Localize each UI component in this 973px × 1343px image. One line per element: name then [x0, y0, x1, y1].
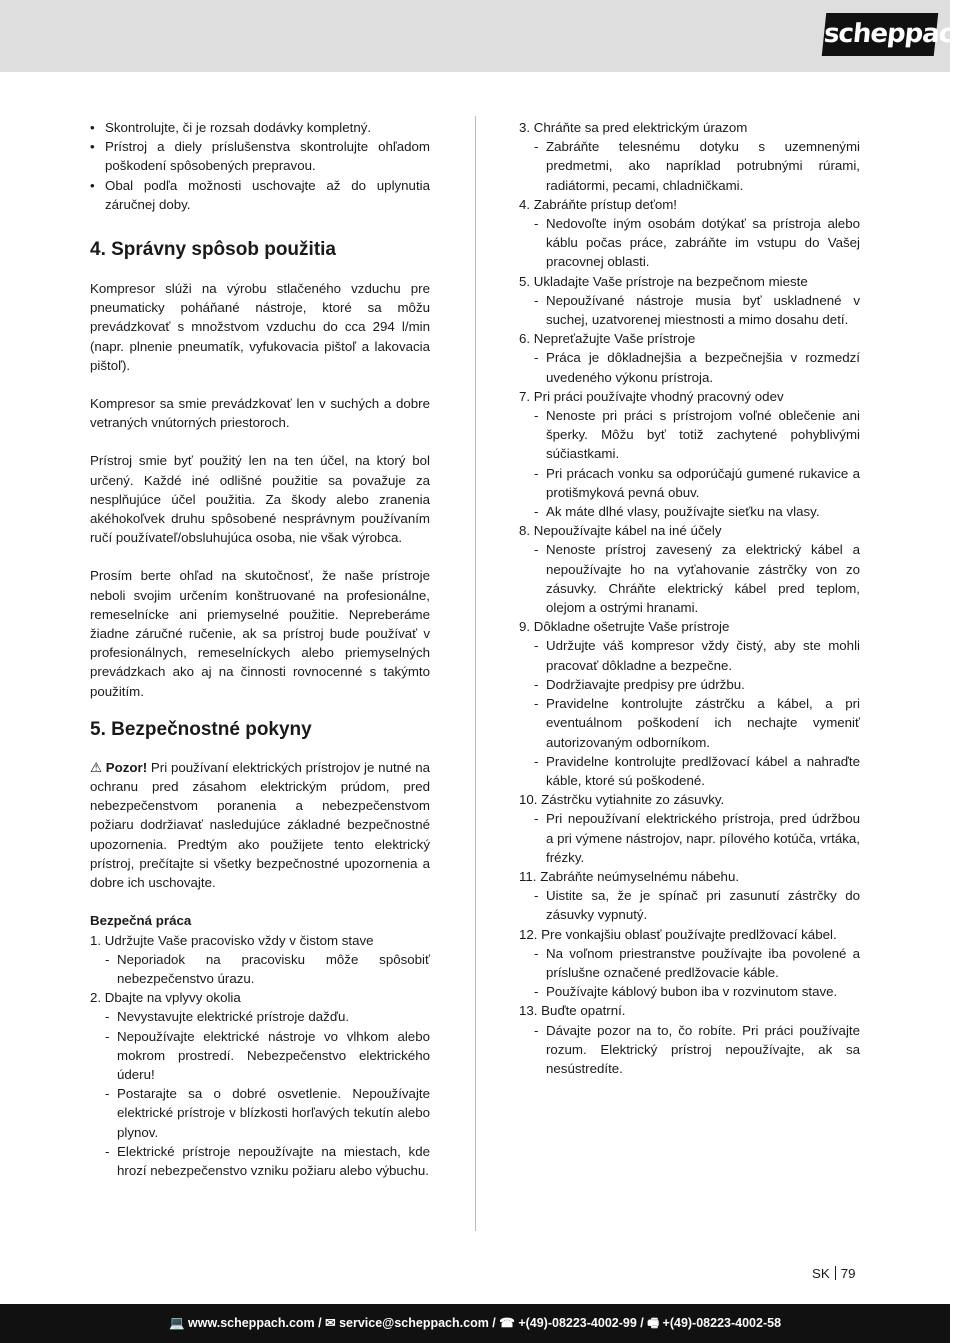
list-subitem: - Používajte káblový bubon iba v rozvinutom stave.: [519, 982, 860, 1001]
fax-icon: 🖷: [647, 1316, 660, 1330]
header-bar: [0, 0, 973, 72]
list-item: 9. Dôkladne ošetrujte Vaše prístroje: [519, 619, 730, 635]
scheppach-logo: scheppach: [822, 13, 939, 56]
right-column: [519, 118, 860, 1078]
mail-icon: ✉: [325, 1316, 336, 1330]
section-4-heading: 4. Správny spôsob použitia: [90, 239, 336, 261]
list-subitem: - Neporiadok na pracovisku môže spôsobiť nebezpečenstvo úrazu.: [90, 950, 430, 988]
list-item: 4. Zabráňte prístup deťom!: [519, 196, 677, 212]
computer-icon: 💻: [168, 1316, 185, 1330]
list-subitem: - Elektrické prístroje nepoužívajte na miestach, kde hrozí nebezpečenstvo vzniku požiaru alebo výbuchu.: [90, 1142, 430, 1180]
column-divider: [475, 116, 476, 1231]
list-subitem: - Nepoužívajte elektrické nástroje vo vlhkom alebo mokrom prostredí. Nebezpečenstvo elektrického úderu!: [90, 1027, 430, 1085]
bullet-item: • Obal podľa možnosti uschovajte až do uplynutia záručnej doby.: [90, 176, 430, 214]
list-item: 12. Pre vonkajšiu oblasť používajte predlžovací kábel.: [519, 926, 837, 942]
list-subitem: - Práca je dôkladnejšia a bezpečnejšia v rozmedzí uvedeného výkonu prístroja.: [519, 348, 860, 386]
email-link[interactable]: service@scheppach.com: [339, 1316, 489, 1330]
page-number-separator: [835, 1266, 836, 1280]
list-subitem: - Uistite sa, že je spínač pri zasunutí zástrčky do zásuvky vypnutý.: [519, 886, 860, 924]
warning-paragraph: [90, 758, 430, 892]
paragraph: Kompresor slúži na výrobu stlačeného vzduchu pre pneumaticky poháňané nástroje, ktoré sa môžu prevádzkovať s množstvom vzduchu do cca 294 l/min (napr. plnenie pneumatík, vyfukovacia pištoľ a lakovacia pištoľ).: [90, 281, 430, 373]
left-column: [90, 118, 430, 1180]
paragraph: Prosím berte ohľad na skutočnosť, že naše prístroje neboli svojim určením konštruované na profesionálne, remeselnícke ani priemyselné použitie. Nepreberáme žiadne záručné ručenie, ak sa prístroj bude používať v profesionálnych, remeselníckych alebo priemyselných prevádzkach ako aj na činnosti rovnocenné s takýmto použitím.: [90, 568, 430, 699]
list-subitem: - Pravidelne kontrolujte zástrčku a kábel, a pri eventuálnom poškodení ich nechajte vymeniť autorizovaným odborníkom.: [519, 694, 860, 752]
list-item: 13. Buďte opatrní.: [519, 1003, 626, 1019]
bullet-item: • Prístroj a diely príslušenstva skontrolujte ohľadom poškodení spôsobených prepravou.: [90, 137, 430, 175]
list-subitem: - Zabráňte telesnému dotyku s uzemnenými predmetmi, ako napríklad potrubnými rúrami, radiátormi, pecami, chladničkami.: [519, 137, 860, 195]
list-subitem: - Nenoste prístroj zavesený za elektrický kábel a nepoužívajte ho na vyťahovanie zástrčky von zo zásuvky. Chráňte elektrický kábel pred teplom, olejom a ostrými hranami.: [519, 540, 860, 617]
warning-icon: ⚠: [90, 759, 102, 775]
list-subitem: - Pri prácach vonku sa odporúčajú gumené rukavice a protišmyková pevná obuv.: [519, 464, 860, 502]
list-item: 11. Zabráňte neúmyselnému nábehu.: [519, 868, 740, 884]
page-number: [812, 1265, 856, 1283]
warning-label: Pozor!: [105, 759, 148, 775]
list-subitem: - Nepoužívané nástroje musia byť uskladnené v suchej, uzatvorenej miestnosti a mimo dosahu detí.: [519, 291, 860, 329]
list-subitem: - Nedovoľte iným osobám dotýkať sa prístroja alebo káblu počas práce, zabráňte im vstupu do Vašej pracovnej oblasti.: [519, 214, 860, 272]
safe-work-heading: Bezpečná práca: [90, 913, 192, 929]
list-subitem: - Dávajte pozor na to, čo robíte. Pri práci používajte rozum. Elektrický prístroj nepoužívajte, ak sa nesústredíte.: [519, 1021, 860, 1079]
warning-text: Pri používaní elektrických prístrojov je nutné na ochranu pred zásahom elektrickým prúdom, pred nebezpečenstvom poranenia a nebezpečenstvom požiaru dodržiavať nasledujúce základné bezpečnostné upozornenia. Predtým ako použijete tento elektrický prístroj, prečítajte si všetky bezpečnostné upozornenia a dobre ich uschovajte.: [90, 759, 431, 891]
list-subitem: - Nevystavujte elektrické prístroje dažďu.: [90, 1007, 430, 1026]
list-subitem: - Ak máte dlhé vlasy, používajte sieťku na vlasy.: [519, 502, 860, 521]
list-subitem: - Dodržiavajte predpisy pre údržbu.: [519, 675, 860, 694]
language-code: SK: [812, 1266, 830, 1281]
list-item: 7. Pri práci používajte vhodný pracovný odev: [519, 388, 784, 404]
list-item: 1. Udržujte Vaše pracovisko vždy v čistom stave: [90, 932, 374, 948]
paragraph: Kompresor sa smie prevádzkovať len v suchých a dobre vetraných vnútorných priestoroch.: [90, 396, 430, 431]
fax-number: +(49)-08223-4002-58: [662, 1316, 782, 1330]
phone-icon: ☎: [499, 1316, 515, 1330]
page-number-value: 79: [840, 1266, 856, 1281]
list-subitem: - Na voľnom priestranstve používajte iba povolené a príslušne označené predlžovacie káble.: [519, 944, 860, 982]
list-subitem: - Nenoste pri práci s prístrojom voľné oblečenie ani šperky. Môžu byť totiž zachytené pohyblivými súčiastkami.: [519, 406, 860, 464]
paragraph: Prístroj smie byť použitý len na ten účel, na ktorý bol určený. Každé iné odlišné použitie sa považuje za nesplňujúce účel použitia. Za škody alebo zranenia akéhokoľvek druhu spôsobené nesprávnym používaním ručí používateľ/obsluhujúca osoba, nie však výrobca.: [90, 453, 430, 546]
list-item: 10. Zástrčku vytiahnite zo zásuvky.: [519, 792, 725, 808]
list-item: 5. Ukladajte Vaše prístroje na bezpečnom mieste: [519, 273, 808, 289]
website-link[interactable]: www.scheppach.com: [188, 1316, 315, 1330]
list-subitem: - Postarajte sa o dobré osvetlenie. Nepoužívajte elektrické prístroje v blízkosti horľavých tekutín alebo plynov.: [90, 1084, 430, 1142]
list-item: 6. Nepreťažujte Vaše prístroje: [519, 331, 696, 347]
list-item: 2. Dbajte na vplyvy okolia: [90, 990, 241, 1006]
list-item: 8. Nepoužívajte kábel na iné účely: [519, 523, 722, 539]
list-subitem: - Pri nepoužívaní elektrického prístroja, pred údržbou a pri výmene nástrojov, napr. pílového kotúča, vrtáka, frézky.: [519, 809, 860, 867]
list-subitem: - Udržujte váš kompresor vždy čistý, aby ste mohli pracovať dôkladne a bezpečne.: [519, 636, 860, 674]
footer-bar: 💻 www.scheppach.com / ✉ service@scheppach.com / ☎ +(49)-08223-4002-99 / 🖷 +(49)-08223-4002-58: [0, 1304, 950, 1343]
section-5-heading: 5. Bezpečnostné pokyny: [90, 718, 312, 740]
list-subitem: - Pravidelne kontrolujte predlžovací kábel a nahraďte káble, ktoré sú poškodené.: [519, 752, 860, 790]
bullet-item: • Skontrolujte, či je rozsah dodávky kompletný.: [90, 118, 430, 137]
list-item: 3. Chráňte sa pred elektrickým úrazom: [519, 120, 748, 135]
phone-number: +(49)-08223-4002-99: [518, 1316, 637, 1330]
